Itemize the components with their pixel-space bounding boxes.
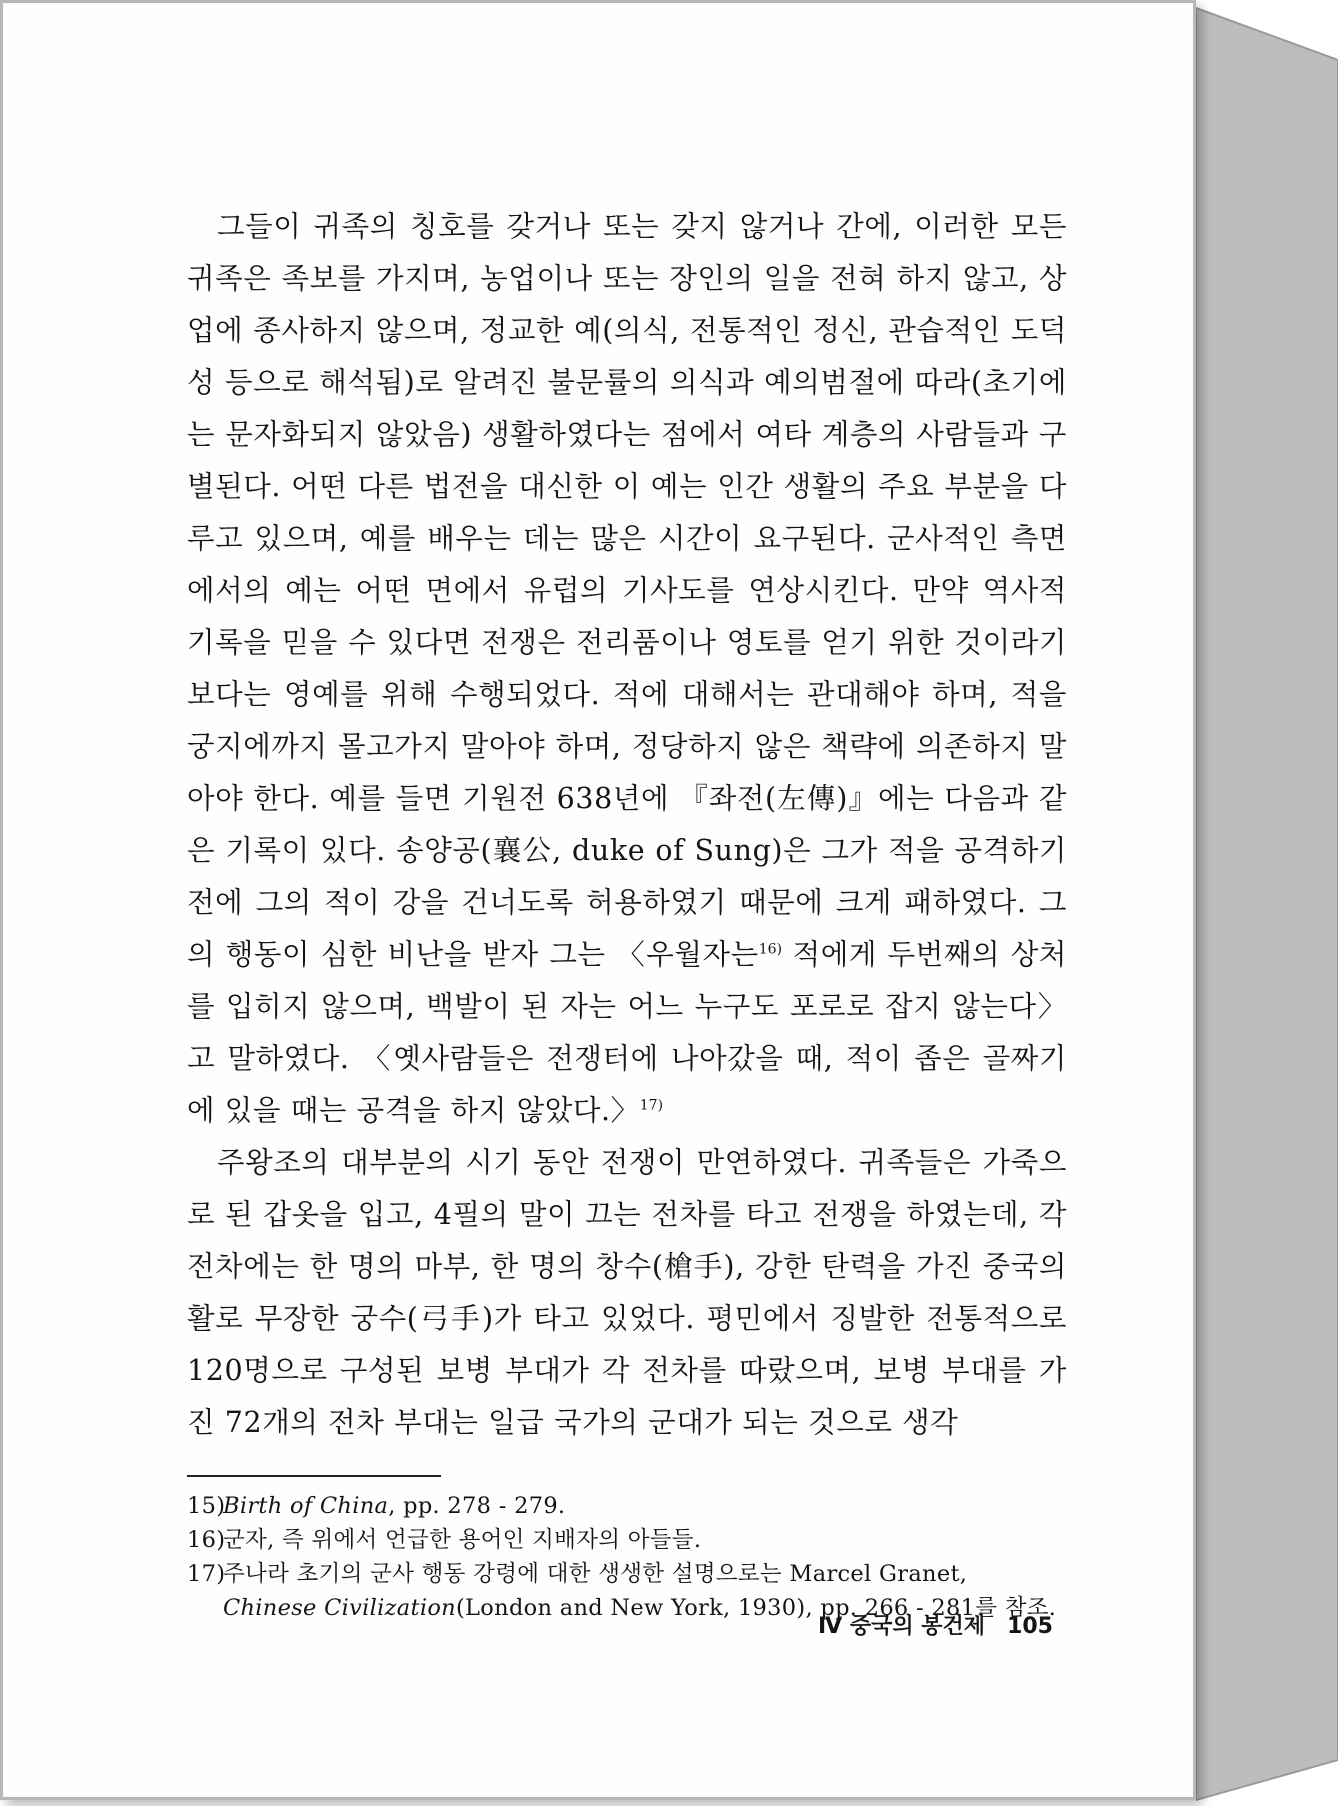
footnote-16-text: 군자, 즉 위에서 언급한 용어인 지배자의 아들들. (223, 1527, 702, 1553)
body-paragraph-1 (187, 201, 1067, 1137)
footnote-15 (187, 1489, 1067, 1523)
body-paragraph-2 (187, 1137, 1067, 1449)
footnote-17-text-a: 주나라 초기의 군사 행동 강령에 대한 생생한 설명으로는 Marcel Granet, (223, 1561, 968, 1587)
chapter-title: Ⅳ 중국의 봉건제 (818, 1614, 986, 1639)
footnote-ref-16: 16) (758, 941, 783, 958)
paragraph-1-text-a: 그들이 귀족의 칭호를 갖거나 또는 갖지 않거나 간에, 이러한 모든 귀족은 족보를 가지며, 농업이나 또는 장인의 일을 전혀 하지 않고, 상업에 종사하지 않으며, 정교한 예(의식, 전통적인 정신, 관습적인 도덕성 등으로 해석됨)로 알려진 불문률의 의식과 예의범절에 따라(초기에는 문자화되지 않았음) 생활하였다는 점에서 여타 계층의 사람들과 구별된다. 어떤 다른 법전을 대신한 이 예는 인간 생활의 주요 부분을 다루고 있으며, 예를 배우는 데는 많은 시간이 요구된다. 군사적인 측면에서의 예는 어떤 면에서 유럽의 기사도를 연상시킨다. 만약 역사적 기록을 믿을 수 있다면 전쟁은 전리품이나 영토를 얻기 위한 것이라기보다는 영예를 위해 수행되었다. 적에 대해서는 관대해야 하며, 적을 궁지에까지 몰고가지 말아야 하며, 정당하지 않은 책략에 의존하지 말아야 한다. 예를 들면 기원전 638년에 『좌전(左傳)』에는 다음과 같은 기록이 있다. 송양공(襄公, duke of Sung)은 그가 적을 공격하기 전에 그의 적이 강을 건너도록 허용하였기 때문에 크게 패하였다. 그의 행동이 심한 비난을 받자 그는 〈우월자는 (187, 210, 1067, 971)
footnote-15-number: 15) (187, 1493, 226, 1519)
footnote-17-text-b: (London and New York, 1930), pp. 266 - 281를 참조. (455, 1595, 1057, 1621)
running-footer (818, 1609, 1053, 1640)
book-spine-edge (1196, 0, 1338, 1806)
footnote-17-number: 17) (187, 1561, 226, 1587)
footnote-15-rest: , pp. 278 - 279. (388, 1493, 566, 1519)
page-body (187, 201, 1067, 1625)
footnote-ref-17: 17) (639, 1097, 664, 1114)
footnote-17-title: Chinese Civilization (223, 1595, 456, 1621)
page-number: 105 (1007, 1614, 1053, 1639)
footnote-16 (187, 1523, 1067, 1557)
paragraph-1-text-b: 적에게 두번째의 상처를 입히지 않으며, 백발이 된 자는 어느 누구도 포로로 잡지 않는다〉고 말하였다. 〈옛사람들은 전쟁터에 나아갔을 때, 적이 좁은 골짜기에 있을 때는 공격을 하지 않았다.〉 (187, 938, 1067, 1127)
footnote-divider (187, 1475, 441, 1477)
footnote-16-number: 16) (187, 1527, 226, 1553)
paragraph-2-text: 주왕조의 대부분의 시기 동안 전쟁이 만연하였다. 귀족들은 가죽으로 된 갑옷을 입고, 4필의 말이 끄는 전차를 타고 전쟁을 하였는데, 각 전차에는 한 명의 마부, 한 명의 창수(槍手), 강한 탄력을 가진 중국의 활로 무장한 궁수(弓手)가 타고 있었다. 평민에서 징발한 전통적으로 120명으로 구성된 보병 부대가 각 전차를 따랐으며, 보병 부대를 가진 72개의 전차 부대는 일급 국가의 군대가 되는 것으로 생각 (187, 1146, 1067, 1439)
footnote-15-title: Birth of China (223, 1493, 389, 1519)
